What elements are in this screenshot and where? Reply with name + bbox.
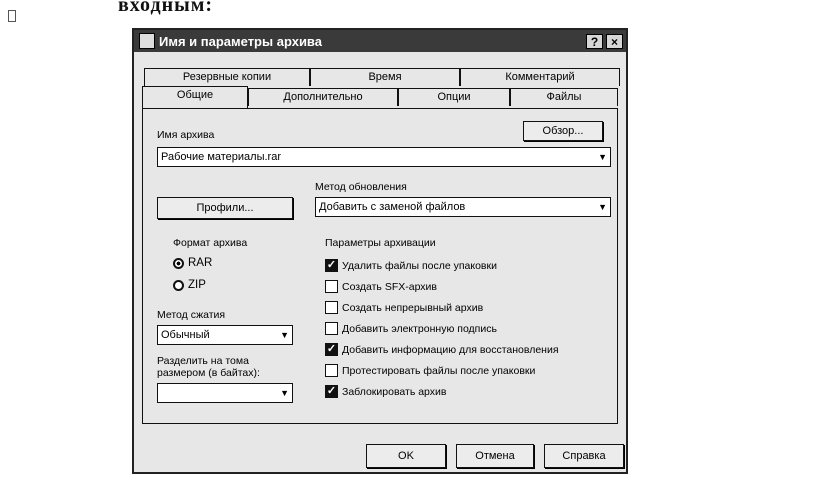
radio-selected-icon[interactable] <box>173 258 184 269</box>
archive-params-label: Параметры архивации <box>325 237 436 249</box>
update-method-label: Метод обновления <box>315 181 407 193</box>
document-text: входным: <box>118 0 214 16</box>
compression-combo[interactable] <box>157 325 293 345</box>
tab-general[interactable]: Общие <box>142 86 248 108</box>
checkbox-label: Заблокировать архив <box>342 385 447 398</box>
checkbox-delete-after[interactable] <box>325 259 497 272</box>
compression-label: Метод сжатия <box>157 309 226 321</box>
archive-name-combo[interactable] <box>157 147 611 167</box>
checkbox-unchecked-icon[interactable] <box>325 280 338 293</box>
help-icon-button[interactable]: ? <box>586 34 603 49</box>
checkbox-sfx[interactable] <box>325 280 437 293</box>
checkbox-label: Протестировать файлы после упаковки <box>342 364 536 377</box>
chevron-down-icon[interactable]: ▼ <box>598 202 607 212</box>
split-size-combo[interactable] <box>157 383 293 403</box>
checkbox-recovery[interactable] <box>325 343 559 356</box>
radio-zip-label: ZIP <box>188 279 206 291</box>
update-method-combo[interactable] <box>315 197 611 217</box>
checkbox-checked-icon[interactable]: ✓ <box>326 343 337 355</box>
checkbox-test[interactable] <box>325 364 535 377</box>
archive-name-value: Рабочие материалы.rar <box>161 151 281 163</box>
tab-advanced[interactable]: Дополнительно <box>248 88 398 106</box>
checkbox-lock[interactable] <box>325 385 446 398</box>
split-label-line2: размером (в байтах): <box>157 367 260 379</box>
compression-value: Обычный <box>161 329 210 341</box>
checkbox-unchecked-icon[interactable] <box>325 322 338 335</box>
tab-options[interactable]: Опции <box>398 88 510 106</box>
chevron-down-icon[interactable]: ▼ <box>280 330 289 340</box>
tab-files[interactable]: Файлы <box>510 88 618 106</box>
tab-comment[interactable]: Комментарий <box>460 68 620 86</box>
checkbox-checked-icon[interactable]: ✓ <box>326 259 337 271</box>
tab-backup[interactable]: Резервные копии <box>144 68 310 86</box>
title-bar <box>134 30 626 52</box>
winrar-app-icon <box>139 33 155 49</box>
chevron-down-icon[interactable]: ▼ <box>280 388 289 398</box>
checkbox-label: Удалить файлы после упаковки <box>342 259 497 272</box>
radio-unselected-icon[interactable] <box>173 280 184 291</box>
radio-rar[interactable] <box>173 257 212 269</box>
dialog-title: Имя и параметры архива <box>159 33 322 49</box>
cancel-button[interactable]: Отмена <box>456 444 534 468</box>
archive-format-label: Формат архива <box>173 237 248 249</box>
archive-name-label: Имя архива <box>157 129 215 141</box>
general-tab-panel <box>142 108 618 424</box>
split-label-line1: Разделить на тома <box>157 355 249 367</box>
checkbox-label: Создать SFX-архив <box>342 280 437 293</box>
checkbox-unchecked-icon[interactable] <box>325 301 338 314</box>
checkbox-solid[interactable] <box>325 301 483 314</box>
close-icon-button[interactable]: × <box>606 34 623 49</box>
radio-zip[interactable] <box>173 279 206 291</box>
radio-rar-label: RAR <box>188 257 213 269</box>
chevron-down-icon[interactable]: ▼ <box>598 152 607 162</box>
checkbox-checked-icon[interactable]: ✓ <box>326 385 337 397</box>
browse-button[interactable]: Обзор... <box>523 121 603 141</box>
document-marker <box>8 10 16 22</box>
checkbox-label: Добавить информацию для восстановления <box>342 343 559 356</box>
checkbox-signature[interactable] <box>325 322 497 335</box>
checkbox-label: Создать непрерывный архив <box>342 301 484 314</box>
profiles-button[interactable]: Профили... <box>157 197 293 219</box>
tab-time[interactable]: Время <box>310 68 460 86</box>
update-method-value: Добавить с заменой файлов <box>319 201 466 213</box>
archive-dialog <box>132 28 628 474</box>
checkbox-unchecked-icon[interactable] <box>325 364 338 377</box>
ok-button[interactable]: OK <box>366 444 446 468</box>
checkbox-label: Добавить электронную подпись <box>342 322 497 335</box>
help-button[interactable]: Справка <box>544 444 624 468</box>
